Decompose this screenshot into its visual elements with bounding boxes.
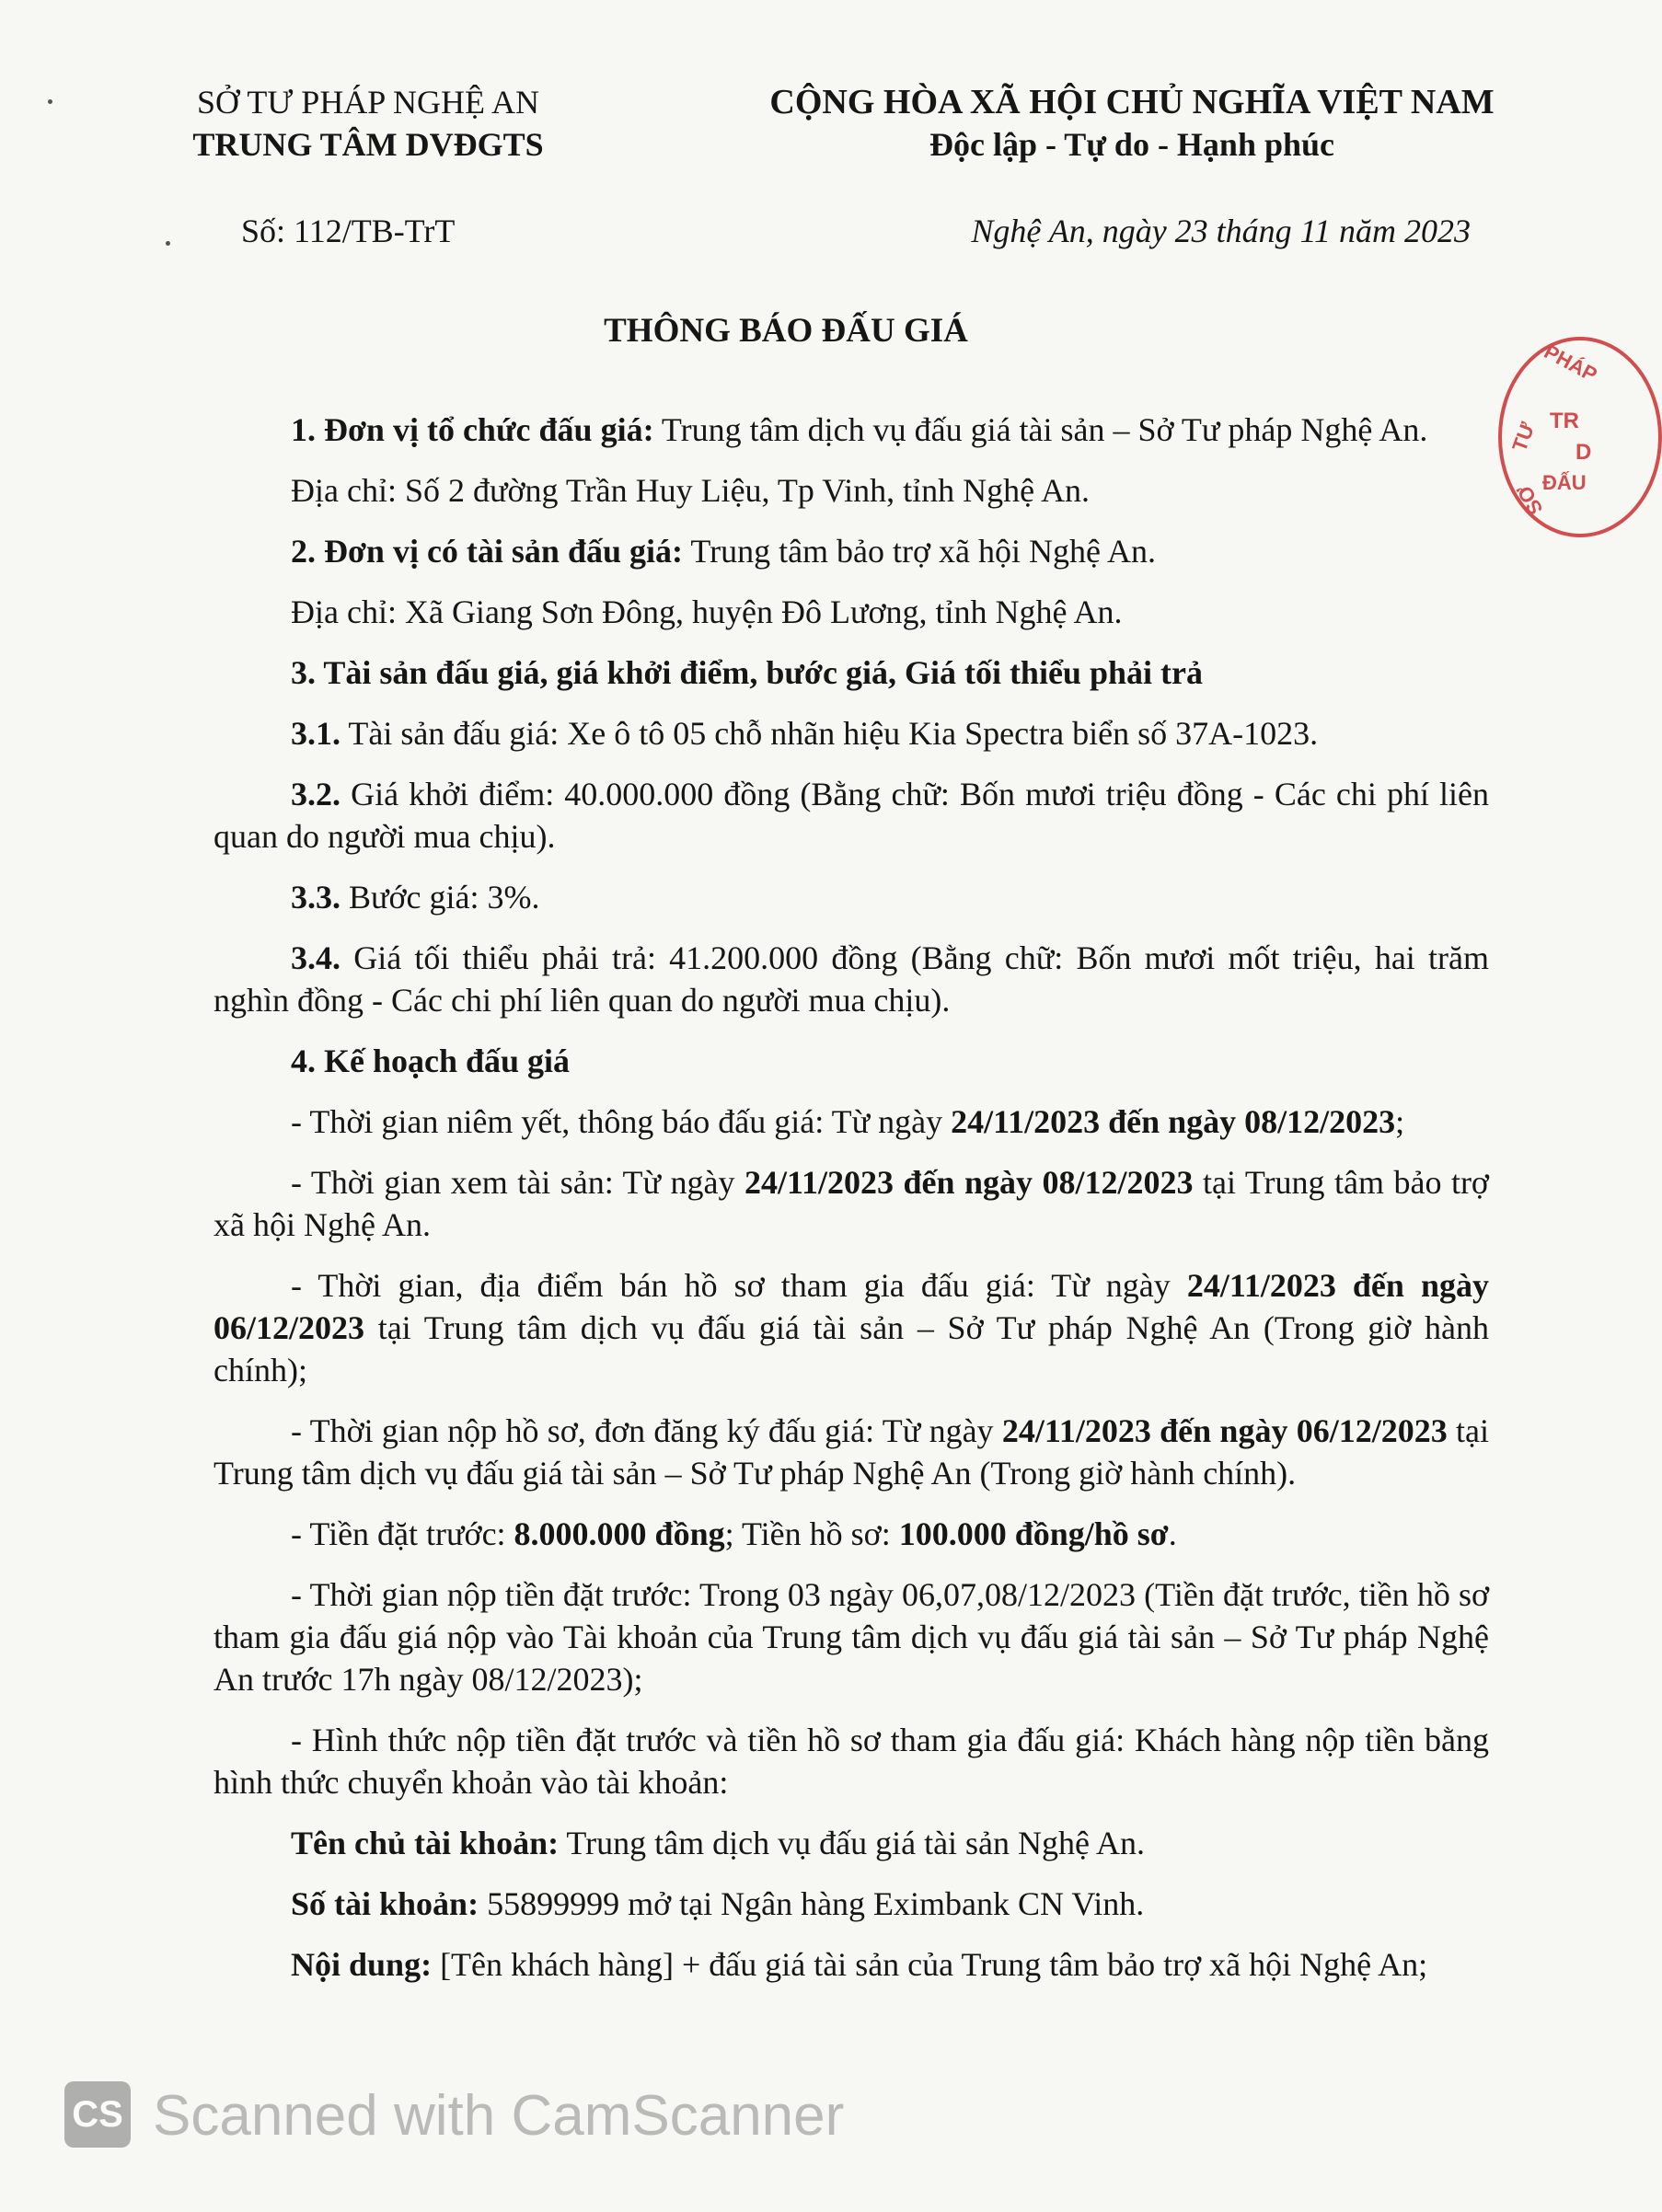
document-body bbox=[214, 409, 1489, 2004]
scan-speck bbox=[166, 241, 170, 246]
plan-payment-method: - Hình thức nộp tiền đặt trước và tiền hồ sơ tham gia đấu giá: Khách hàng nộp tiền bằng hình thức chuyển khoản vào tài khoản: bbox=[214, 1722, 1489, 1801]
plan-deposit-fee: - Tiền đặt trước: 8.000.000 đồng; Tiền hồ sơ: 100.000 đồng/hồ sơ. bbox=[291, 1515, 1177, 1552]
stamp-text-so: SỞ bbox=[1512, 480, 1548, 519]
section-3-3: 3.3. Bước giá: 3%. bbox=[291, 879, 540, 916]
document-number: Số: 112/TB-TrT bbox=[241, 213, 456, 249]
plan-listing-period: - Thời gian niêm yết, thông báo đấu giá: Từ ngày 24/11/2023 đến ngày 08/12/2023; bbox=[291, 1103, 1405, 1140]
issuing-agency bbox=[138, 81, 598, 166]
document-title: THÔNG BÁO ĐẤU GIÁ bbox=[604, 312, 968, 350]
section-3-heading: 3. Tài sản đấu giá, giá khởi điểm, bước giá, Giá tối thiểu phải trả bbox=[291, 654, 1203, 691]
country-name: CỘNG HÒA XÃ HỘI CHỦ NGHĨA VIỆT NAM bbox=[769, 83, 1495, 121]
plan-dossier-sale: - Thời gian, địa điểm bán hồ sơ tham gia đấu giá: Từ ngày 24/11/2023 đến ngày 06/12/2023 tại Trung tâm dịch vụ đấu giá tài sản – Sở Tư pháp Nghệ An (Trong giờ hành chính); bbox=[214, 1267, 1489, 1388]
stamp-text-bottom: ĐẤU bbox=[1542, 471, 1587, 494]
plan-registration: - Thời gian nộp hồ sơ, đơn đăng ký đấu giá: Từ ngày 24/11/2023 đến ngày 06/12/2023 tại Trung tâm dịch vụ đấu giá tài sản – Sở Tư pháp Nghệ An (Trong giờ hành chính). bbox=[214, 1412, 1489, 1492]
section-3-2: 3.2. Giá khởi điểm: 40.000.000 đồng (Bằng chữ: Bốn mươi triệu đồng - Các chi phí liên quan do người mua chịu). bbox=[214, 776, 1489, 855]
stamp-text-mid: TR bbox=[1550, 409, 1579, 433]
stamp-text-d: D bbox=[1575, 440, 1592, 465]
plan-deposit-period: - Thời gian nộp tiền đặt trước: Trong 03 ngày 06,07,08/12/2023 (Tiền đặt trước, tiền hồ sơ tham gia đấu giá nộp vào Tài khoản của Trung tâm dịch vụ đấu giá tài sản – Sở Tư pháp Nghệ An trước 17h ngày 08/12/2023); bbox=[214, 1576, 1489, 1698]
section-4-heading: 4. Kế hoạch đấu giá bbox=[291, 1043, 571, 1079]
camscanner-watermark: Scanned with CamScanner bbox=[153, 2084, 845, 2148]
agency-parent: SỞ TƯ PHÁP NGHỆ AN bbox=[197, 84, 539, 121]
national-heading bbox=[727, 81, 1537, 166]
place-and-date: Nghệ An, ngày 23 tháng 11 năm 2023 bbox=[971, 213, 1471, 249]
national-motto: Độc lập - Tự do - Hạnh phúc bbox=[929, 126, 1335, 163]
official-seal-stamp bbox=[1498, 337, 1662, 537]
scan-speck bbox=[48, 99, 52, 104]
section-2-address: Địa chỉ: Xã Giang Sơn Đông, huyện Đô Lương, tỉnh Nghệ An. bbox=[291, 593, 1123, 630]
stamp-text-top: PHÁP bbox=[1540, 340, 1601, 386]
account-holder: Tên chủ tài khoản: Trung tâm dịch vụ đấu giá tài sản Nghệ An. bbox=[291, 1825, 1146, 1861]
section-3-1: 3.1. Tài sản đấu giá: Xe ô tô 05 chỗ nhãn hiệu Kia Spectra biển số 37A-1023. bbox=[291, 715, 1319, 752]
section-1: 1. Đơn vị tổ chức đấu giá: Trung tâm dịch vụ đấu giá tài sản – Sở Tư pháp Nghệ An. bbox=[291, 411, 1428, 448]
camscanner-logo-icon: CS bbox=[64, 2081, 131, 2148]
agency-name: TRUNG TÂM DVĐGTS bbox=[192, 126, 544, 163]
section-1-address: Địa chỉ: Số 2 đường Trần Huy Liệu, Tp Vinh, tỉnh Nghệ An. bbox=[291, 472, 1091, 509]
stamp-text-left: TƯ bbox=[1507, 419, 1540, 455]
transfer-content: Nội dung: [Tên khách hàng] + đấu giá tài sản của Trung tâm bảo trợ xã hội Nghệ An; bbox=[291, 1946, 1428, 1983]
section-2: 2. Đơn vị có tài sản đấu giá: Trung tâm bảo trợ xã hội Nghệ An. bbox=[291, 533, 1157, 570]
section-3-4: 3.4. Giá tối thiểu phải trả: 41.200.000 đồng (Bằng chữ: Bốn mươi mốt triệu, hai trăm nghìn đồng - Các chi phí liên quan do người mua chịu). bbox=[214, 939, 1489, 1019]
plan-viewing-period: - Thời gian xem tài sản: Từ ngày 24/11/2023 đến ngày 08/12/2023 tại Trung tâm bảo trợ xã hội Nghệ An. bbox=[214, 1164, 1489, 1243]
account-number: Số tài khoản: 55899999 mở tại Ngân hàng Eximbank CN Vinh. bbox=[291, 1885, 1145, 1922]
